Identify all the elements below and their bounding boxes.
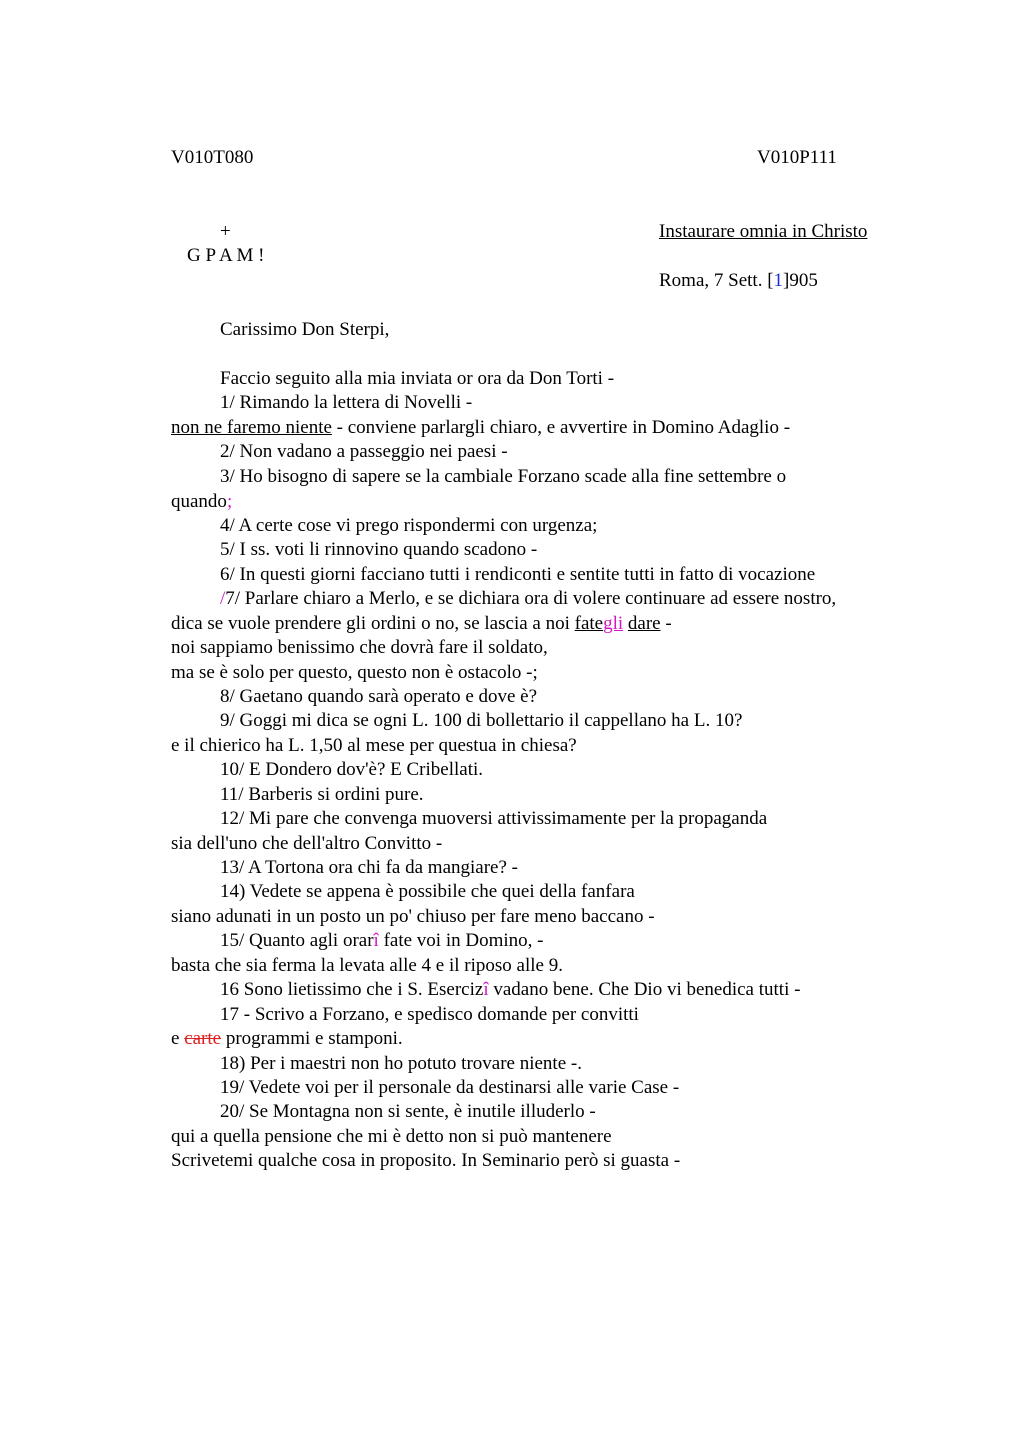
date-line — [659, 269, 818, 293]
point-15-continuation: basta che sia ferma la levata alle 4 e il riposo alle 9. — [171, 955, 563, 976]
point-7-line-3: noi sappiamo benissimo che dovrà fare il soldato, — [171, 637, 548, 658]
point-4: 4/ A certe cose vi prego rispondermi con urgenza; — [220, 515, 598, 536]
point-14-continuation: siano adunati in un posto un po' chiuso per fare meno baccano - — [171, 906, 655, 927]
intro-line: Faccio seguito alla mia inviata or ora da Don Torti - — [220, 368, 615, 389]
point-1: 1/ Rimando la lettera di Novelli - — [220, 392, 473, 413]
point-17b-pre: e — [171, 1028, 185, 1049]
point-2: 2/ Non vadano a passeggio nei paesi - — [220, 441, 508, 462]
point-7-continuation — [171, 612, 672, 636]
point-20-line-2: qui a quella pensione che mi è detto non si può mantenere — [171, 1126, 612, 1147]
point-18: 18) Per i maestri non ho potuto trovare niente -. — [220, 1053, 582, 1074]
point-17-continuation — [171, 1027, 403, 1051]
point-8: 8/ Gaetano quando sarà operato e dove è? — [220, 686, 538, 707]
underlined-phrase: non ne faremo niente — [171, 417, 332, 438]
point-11: 11/ Barberis si ordini pure. — [220, 784, 424, 805]
point-3: 3/ Ho bisogno di sapere se la cambiale Forzano scade alla fine settembre o — [220, 466, 787, 487]
editorial-insert-gli: gli — [603, 613, 624, 634]
point-7-line-4: ma se è solo per questo, questo non è ostacolo -; — [171, 662, 538, 683]
editorial-mark: î — [483, 979, 489, 1000]
point-1-rest: - conviene parlargli chiaro, e avvertire in Domino Adaglio - — [331, 417, 791, 438]
point-5: 5/ I ss. voti li rinnovino quando scadono - — [220, 539, 538, 560]
point-16 — [220, 978, 800, 1002]
date-prefix: Roma, 7 Sett. [ — [659, 270, 774, 291]
document-code-right: V010P111 — [757, 147, 837, 168]
underlined-dare: dare — [627, 613, 661, 634]
point-6: 6/ In questi giorni facciano tutti i rendiconti e sentite tutti in fatto di vocazione — [220, 564, 816, 585]
motto: Instaurare omnia in Christo — [659, 221, 868, 242]
point-7 — [220, 587, 836, 611]
point-15-pre: 15/ Quanto agli orar — [220, 930, 374, 951]
point-3-word: quando — [171, 491, 227, 512]
point-20: 20/ Se Montagna non si sente, è inutile illuderlo - — [220, 1101, 596, 1122]
date-suffix: ]905 — [783, 270, 818, 291]
cross-symbol: + — [220, 221, 231, 242]
salutation: Carissimo Don Sterpi, — [220, 319, 390, 340]
point-9-continuation: e il chierico ha L. 1,50 al mese per questua in chiesa? — [171, 735, 577, 756]
date-editorial-insert: 1 — [773, 270, 784, 291]
point-13: 13/ A Tortona ora chi fa da mangiare? - — [220, 857, 518, 878]
point-10: 10/ E Dondero dov'è? E Cribellati. — [220, 759, 484, 780]
point-12: 12/ Mi pare che convenga muoversi attivissimamente per la propaganda — [220, 808, 768, 829]
point-17: 17 - Scrivo a Forzano, e spedisco domande per convitti — [220, 1004, 639, 1025]
document-code-left: V010T080 — [171, 147, 254, 168]
editorial-mark: / — [220, 588, 226, 609]
point-20-line-3: Scrivetemi qualche cosa in proposito. In Seminario però si guasta - — [171, 1150, 681, 1171]
initials-gpam: G P A M ! — [187, 245, 265, 266]
point-19: 19/ Vedete voi per il personale da destinarsi alle varie Case - — [220, 1077, 680, 1098]
point-7b-text: dica se vuole prendere gli ordini o no, se lascia a noi — [171, 613, 575, 634]
point-7-text: 7/ Parlare chiaro a Merlo, e se dichiara ora di volere continuare ad essere nostro, — [225, 588, 837, 609]
point-14: 14) Vedete se appena è possibile che quei della fanfara — [220, 881, 635, 902]
point-15 — [220, 929, 543, 953]
underlined-fate: fate — [574, 613, 604, 634]
deleted-word: carte — [184, 1028, 222, 1049]
editorial-mark: ; — [226, 491, 233, 512]
point-17b-post: programmi e stamponi. — [221, 1028, 403, 1049]
point-7b-end: - — [660, 613, 672, 634]
point-16-post: vadano bene. Che Dio vi benedica tutti - — [488, 979, 801, 1000]
point-15-post: fate voi in Domino, - — [378, 930, 544, 951]
editorial-mark: î — [373, 930, 379, 951]
point-9: 9/ Goggi mi dica se ogni L. 100 di bollettario il cappellano ha L. 10? — [220, 710, 743, 731]
point-1-continuation — [171, 416, 790, 440]
point-16-pre: 16 Sono lietissimo che i S. Eserciz — [220, 979, 484, 1000]
point-12-continuation: sia dell'uno che dell'altro Convitto - — [171, 833, 443, 854]
point-3-continuation — [171, 490, 232, 514]
